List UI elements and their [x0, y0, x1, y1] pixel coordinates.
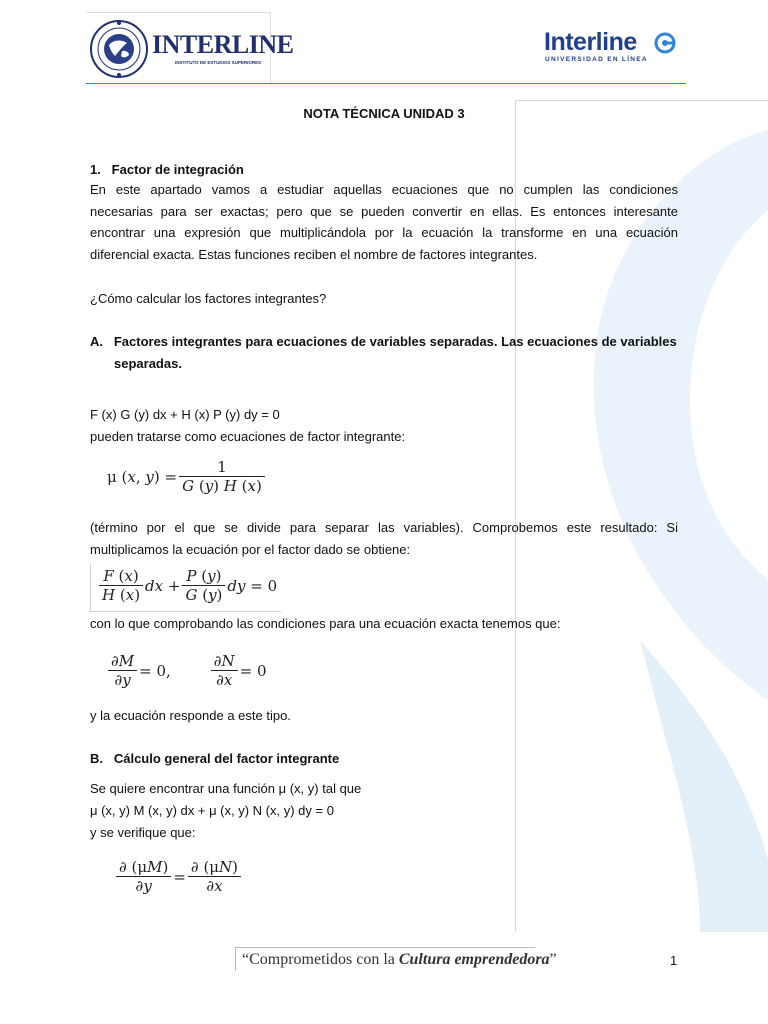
fraction-denominator: G (y) — [185, 586, 223, 604]
section-1-paragraph — [90, 179, 678, 265]
interline-logo-left — [86, 12, 294, 85]
fraction-denominator: ∂x — [216, 671, 233, 689]
formula-fraction — [188, 858, 241, 895]
formula-fraction — [211, 652, 238, 689]
section-1-heading: 1. Factor de integración — [90, 162, 244, 177]
fraction-numerator: ∂N — [211, 652, 238, 671]
formula-term: dx + — [145, 576, 181, 595]
fraction-denominator: ∂y — [114, 671, 131, 689]
fraction-numerator: ∂M — [108, 652, 137, 671]
fraction-denominator: ∂x — [206, 877, 223, 895]
right-logo-subtitle-text: UNIVERSIDAD EN LÍNEA — [545, 56, 648, 63]
fraction-numerator: F (x) — [99, 567, 143, 586]
formula-fraction — [108, 652, 137, 689]
paragraph-line: (término por el que se divide para separar las variables). Comprobemos este resultado: Si — [90, 520, 678, 535]
section-b-line-3: y se verifique que: — [90, 825, 196, 840]
section-a-heading — [90, 331, 678, 374]
fraction-denominator: G (y) H (x) — [182, 477, 262, 495]
right-logo-subtitle — [545, 56, 648, 63]
formula-lhs: μ (x, y) = — [107, 467, 178, 486]
footer-slogan — [235, 947, 557, 971]
slogan-text: “Comprometidos con la — [242, 951, 399, 968]
exactness-conditions-formula — [106, 652, 267, 689]
formula-term: = 0, — [139, 661, 171, 680]
left-logo-subtitle: INSTITUTO DE ESTUDIOS SUPERIORES — [175, 60, 262, 65]
fraction-numerator: ∂ (μN) — [188, 858, 241, 877]
paragraph-line: multiplicamos la ecuación por el factor dado se obtiene: — [90, 541, 411, 557]
page-number: 1 — [670, 953, 678, 968]
line-after-equation: pueden tratarse como ecuaciones de factor integrante: — [90, 429, 406, 444]
question-line: ¿Cómo calcular los factores integrantes? — [90, 291, 327, 306]
section-a-heading-line-1: A. Factores integrantes para ecuaciones de variables separadas. Las ecuaciones de variables — [90, 334, 677, 349]
section-b-heading: B. Cálculo general del factor integrante — [90, 751, 340, 766]
paragraph-line: encontrar una expresión que multiplicándola por la ecuación la transforme en una ecuación — [90, 225, 678, 240]
formula-fraction — [116, 858, 171, 895]
document-title: NOTA TÉCNICA UNIDAD 3 — [303, 106, 465, 121]
section-a-paragraph — [90, 517, 678, 560]
formula-fraction — [99, 567, 143, 604]
slogan-close-quote: ” — [549, 951, 557, 968]
integrating-factor-formula — [107, 458, 267, 495]
fraction-denominator: H (x) — [102, 586, 141, 604]
header-divider — [86, 83, 686, 84]
section-b-line-2: μ (x, y) M (x, y) dx + μ (x, y) N (x, y) dy = 0 — [90, 803, 334, 818]
slogan-emphasis: Cultura emprendedora — [398, 951, 550, 968]
swirl-icon — [654, 32, 676, 54]
seal-icon — [89, 18, 149, 80]
fraction-numerator: ∂ (μM) — [116, 858, 171, 877]
type-line: y la ecuación responde a este tipo. — [90, 708, 291, 723]
formula-term: = — [173, 867, 186, 886]
section-a-heading-line-2: separadas. — [114, 355, 182, 371]
section-b-line-1: Se quiere encontrar una función μ (x, y) tal que — [90, 781, 362, 796]
multiplied-equation-formula — [97, 567, 277, 604]
fraction-numerator: 1 — [179, 458, 265, 477]
separable-equation: F (x) G (y) dx + H (x) P (y) dy = 0 — [90, 407, 280, 422]
formula-term: dy = 0 — [227, 576, 278, 595]
formula-term: = 0 — [239, 661, 267, 680]
paragraph-line: En este apartado vamos a estudiar aquellas ecuaciones que no cumplen las condiciones — [90, 182, 678, 197]
right-logo-name: Interline — [544, 28, 637, 56]
left-logo-name: INTERLINE — [152, 30, 294, 59]
paragraph-line: diferencial exacta. Estas funciones reciben el nombre de factores integrantes. — [90, 246, 538, 262]
fraction-denominator: ∂y — [135, 877, 152, 895]
paragraph-line: necesarias para ser exactas; pero que se pueden convertir en ellas. Es entonces interesante — [90, 203, 678, 219]
conditions-line: con lo que comprobando las condiciones para una ecuación exacta tenemos que: — [90, 616, 561, 631]
interline-logo-right — [544, 28, 684, 68]
mu-condition-formula — [114, 858, 243, 895]
formula-fraction — [182, 567, 225, 604]
formula-fraction — [179, 458, 265, 495]
fraction-numerator: P (y) — [182, 567, 225, 586]
